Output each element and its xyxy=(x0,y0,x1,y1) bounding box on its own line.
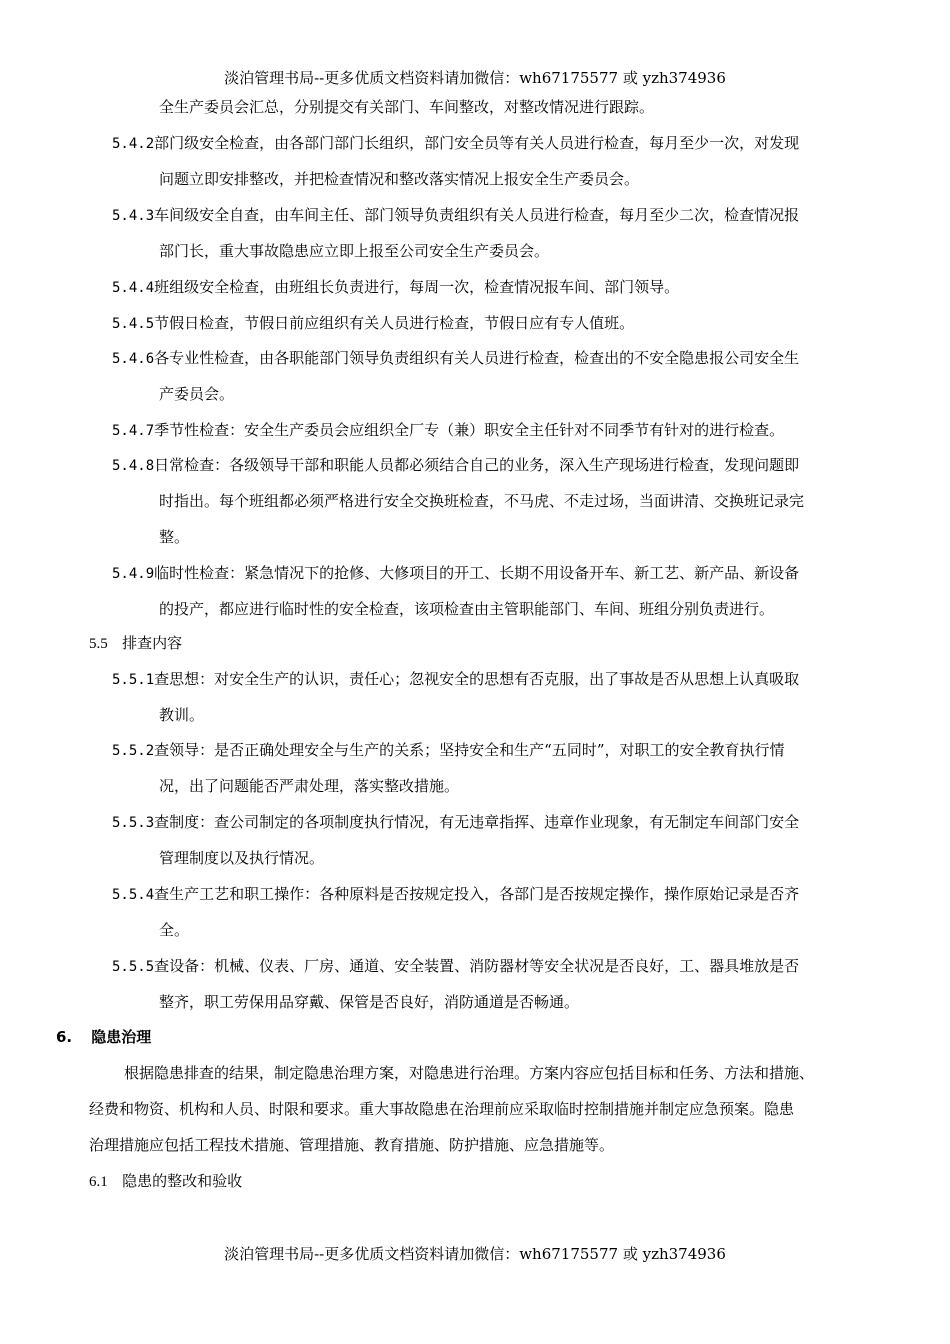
list-item xyxy=(112,348,799,369)
item-text-continued: 的投产，都应进行临时性的安全检查，该项检查由主管职能部门、车间、班组分别负责进行。 xyxy=(159,600,775,618)
list-item xyxy=(112,669,799,690)
item-text-continued: 整。 xyxy=(159,528,190,546)
list-item xyxy=(112,563,799,584)
item-text-continued: 部门长，重大事故隐患应立即上报至公司安全生产委员会。 xyxy=(159,242,550,260)
item-text: 日常检查：各级领导干部和职能人员都必须结合自己的业务，深入生产现场进行检查，发现问题即 xyxy=(154,456,800,474)
item-text: 班组级安全检查，由班组长负责进行，每周一次，检查情况报车间、部门领导。 xyxy=(154,278,680,296)
section-number: 5.5 xyxy=(89,636,108,652)
item-number: 5.4.2 xyxy=(112,136,155,152)
item-text: 季节性检查：安全生产委员会应组织全厂专（兼）职安全主任针对不同季节有针对的进行检查。 xyxy=(154,421,785,439)
item-number: 5.4.7 xyxy=(112,423,155,439)
item-number: 5.4.6 xyxy=(112,351,155,367)
item-text-continued: 教训。 xyxy=(159,706,205,724)
item-number: 5.4.5 xyxy=(112,316,155,332)
item-text: 各专业性检查，由各职能部门领导负责组织有关人员进行检查，检查出的不安全隐患报公司安全生 xyxy=(154,349,800,367)
list-item xyxy=(112,205,799,226)
list-item xyxy=(112,420,784,441)
item-text: 查思想：对安全生产的认识，责任心；忽视安全的思想有否克服，出了事故是否从思想上认真吸取 xyxy=(154,670,800,688)
section-heading-6-1 xyxy=(89,1171,242,1192)
page-footer: 淡泊管理书局--更多优质文档资料请加微信：wh67175577 或 yzh374936 xyxy=(224,1245,726,1263)
section-heading-6 xyxy=(56,1027,151,1047)
item-number: 5.4.9 xyxy=(112,566,155,582)
item-text-continued: 时指出。每个班组都必须严格进行安全交换班检查，不马虎、不走过场，当面讲清、交换班记录完 xyxy=(159,492,805,510)
item-number: 5.4.4 xyxy=(112,280,155,296)
item-text: 查生产工艺和职工操作：各种原料是否按规定投入，各部门是否按规定操作，操作原始记录是否齐 xyxy=(154,885,800,903)
list-item xyxy=(112,313,634,334)
list-item xyxy=(112,455,799,476)
section-heading-5-5 xyxy=(89,633,182,654)
item-text: 临时性检查：紧急情况下的抢修、大修项目的开工、长期不用设备开车、新工艺、新产品、新设备 xyxy=(154,564,800,582)
paragraph-line: 治理措施应包括工程技术措施、管理措施、教育措施、防护措施、应急措施等。 xyxy=(89,1136,615,1154)
item-number: 5.4.3 xyxy=(112,208,155,224)
list-item xyxy=(112,277,679,298)
item-text-continued: 全。 xyxy=(159,921,190,939)
list-item xyxy=(112,884,799,905)
section-number: 6.1 xyxy=(89,1174,108,1190)
item-number: 5.5.1 xyxy=(112,672,155,688)
item-number: 5.4.8 xyxy=(112,458,155,474)
item-text-continued: 问题立即安排整改，并把检查情况和整改落实情况上报安全生产委员会。 xyxy=(159,170,640,188)
list-item xyxy=(112,956,799,977)
list-item xyxy=(112,812,799,833)
paragraph-line: 根据隐患排查的结果，制定隐患治理方案，对隐患进行治理。方案内容应包括目标和任务、方法和措施、 xyxy=(124,1064,815,1082)
item-text: 查制度：查公司制定的各项制度执行情况，有无违章指挥、违章作业现象，有无制定车间部门安全 xyxy=(154,813,800,831)
item-text: 部门级安全检查，由各部门部门长组织，部门安全员等有关人员进行检查，每月至少一次，对发现 xyxy=(154,134,800,152)
item-text-continued: 产委员会。 xyxy=(159,385,235,403)
section-title: 排查内容 xyxy=(122,634,183,652)
item-number: 5.5.5 xyxy=(112,959,155,975)
item-number: 5.5.2 xyxy=(112,743,155,759)
carry-over-text: 全生产委员会汇总，分别提交有关部门、车间整改，对整改情况进行跟踪。 xyxy=(159,98,655,116)
item-text: 查设备：机械、仪表、厂房、通道、安全装置、消防器材等安全状况是否良好，工、器具堆放是否 xyxy=(154,957,800,975)
item-text-continued: 况，出了问题能否严肃处理，落实整改措施。 xyxy=(159,777,460,795)
item-text-continued: 整齐，职工劳保用品穿戴、保管是否良好，消防通道是否畅通。 xyxy=(159,993,580,1011)
item-number: 5.5.3 xyxy=(112,815,155,831)
item-text: 节假日检查，节假日前应组织有关人员进行检查，节假日应有专人值班。 xyxy=(154,314,635,332)
section-number: 6. xyxy=(56,1028,73,1046)
item-text: 查领导：是否正确处理安全与生产的关系；坚持安全和生产“五同时”，对职工的安全教育执行情 xyxy=(154,741,785,759)
item-text: 车间级安全自查，由车间主任、部门领导负责组织有关人员进行检查，每月至少二次，检查情况报 xyxy=(154,206,800,224)
list-item xyxy=(112,740,785,761)
list-item xyxy=(112,133,799,154)
section-title: 隐患治理 xyxy=(91,1028,152,1046)
section-title: 隐患的整改和验收 xyxy=(122,1172,243,1190)
paragraph-line: 经费和物资、机构和人员、时限和要求。重大事故隐患在治理前应采取临时控制措施并制定应急预案。隐患 xyxy=(89,1100,795,1118)
item-text-continued: 管理制度以及执行情况。 xyxy=(159,849,325,867)
page-header: 淡泊管理书局--更多优质文档资料请加微信：wh67175577 或 yzh374936 xyxy=(224,69,726,87)
item-number: 5.5.4 xyxy=(112,887,155,903)
